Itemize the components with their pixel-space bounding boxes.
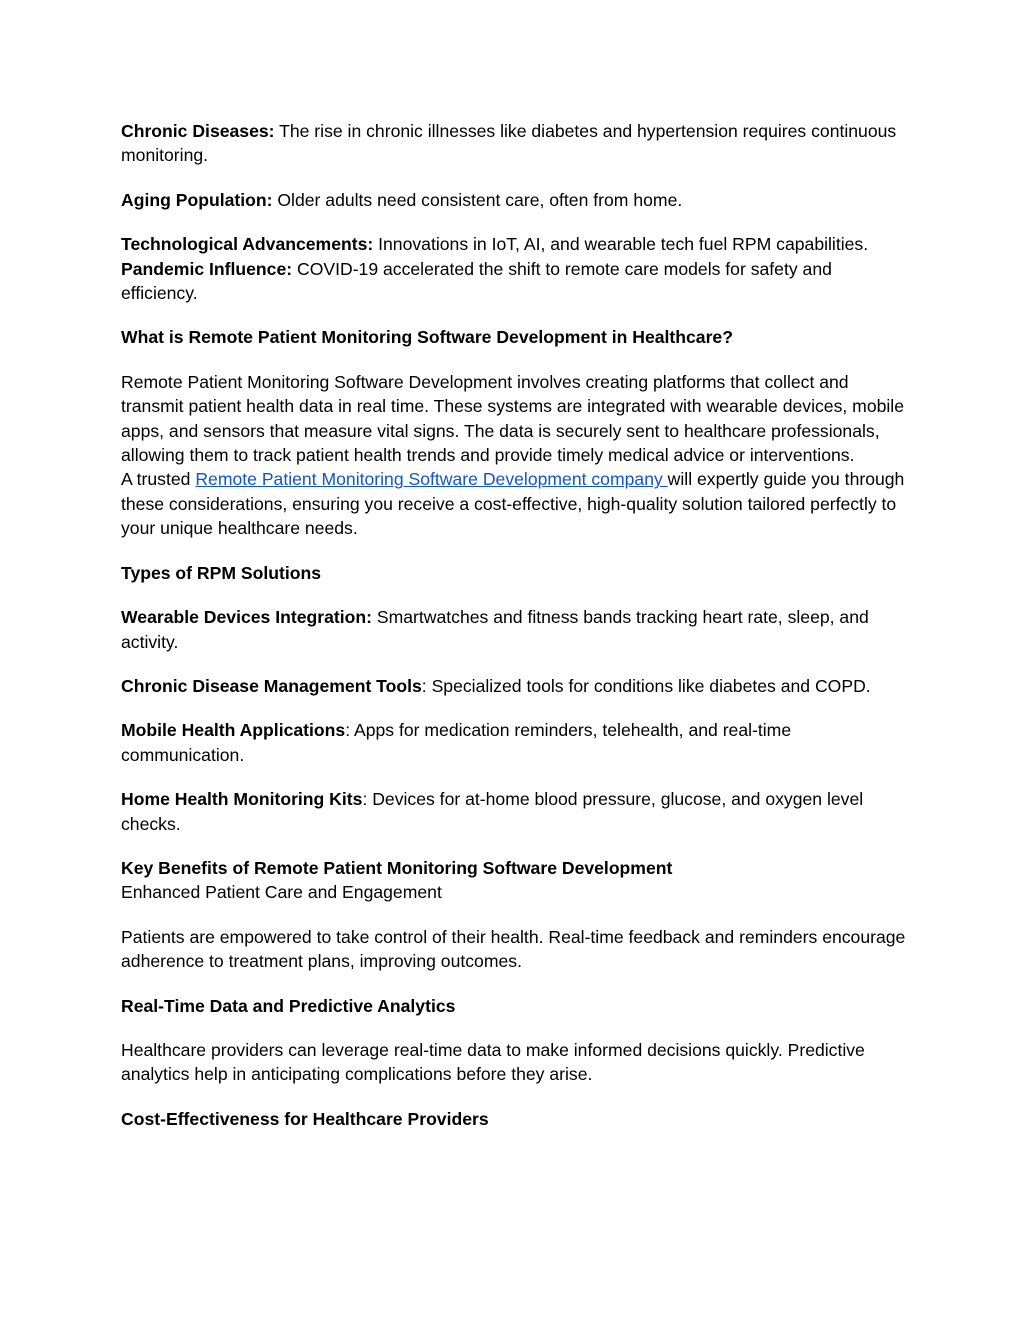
realtime-heading [121, 994, 911, 1018]
aging-population-label: Aging Population: [121, 189, 273, 210]
pandemic-influence-text: COVID-19 accelerated the shift to remote care models for safety and efficiency. [121, 258, 832, 304]
tech-pandemic-paragraph [121, 232, 911, 305]
home-health-paragraph [121, 787, 911, 836]
home-health-text: : Devices for at-home blood pressure, glucose, and oxygen level checks. [121, 789, 864, 834]
realtime-body-text: Healthcare providers can leverage real-time data to make informed decisions quickly. Predictive analytics help in anticipating complications before they arise. [121, 1039, 865, 1085]
key-benefits-block [121, 856, 911, 905]
chronic-diseases-label: Chronic Diseases: [121, 121, 275, 141]
wearable-text: Smartwatches and fitness bands tracking heart rate, sleep, and activity. [121, 607, 869, 652]
wearable-paragraph [121, 605, 911, 654]
cost-effectiveness-heading-text: Cost-Effectiveness for Healthcare Providers [121, 1108, 489, 1129]
what-is-rpm-heading [121, 325, 911, 349]
mobile-health-label: Mobile Health Applications [121, 720, 346, 741]
chronic-tools-label: Chronic Disease Management Tools [121, 675, 422, 696]
key-benefits-subheading: Enhanced Patient Care and Engagement [121, 882, 442, 903]
key-benefits-heading: Key Benefits of Remote Patient Monitoring Software Development [121, 857, 673, 878]
mobile-health-text: : Apps for medication reminders, telehealth, and real-time communication. [121, 720, 792, 765]
trusted-before-text: A trusted [121, 469, 196, 490]
types-of-rpm-heading-text: Types of RPM Solutions [121, 562, 322, 583]
types-of-rpm-heading [121, 561, 911, 585]
aging-population-paragraph [121, 188, 911, 212]
aging-population-text: Older adults need consistent care, often from home. [272, 189, 683, 210]
wearable-label: Wearable Devices Integration: [121, 607, 372, 628]
chronic-diseases-paragraph [121, 119, 911, 168]
what-is-rpm-body [121, 370, 911, 541]
key-benefits-body [121, 925, 911, 974]
tech-advancements-text: Innovations in IoT, AI, and wearable tech fuel RPM capabilities. [373, 234, 869, 255]
pandemic-influence-label: Pandemic Influence: [121, 258, 293, 279]
realtime-body [121, 1038, 911, 1087]
mobile-health-paragraph [121, 718, 911, 767]
realtime-heading-text: Real-Time Data and Predictive Analytics [121, 995, 456, 1016]
document-page [121, 119, 911, 1131]
chronic-tools-paragraph [121, 674, 911, 698]
chronic-diseases-text: The rise in chronic illnesses like diabetes and hypertension requires continuous monitoring. [121, 121, 897, 166]
what-is-rpm-body-text: Remote Patient Monitoring Software Development involves creating platforms that collect and transmit patient health data in real time. These systems are integrated with wearable devices, mobile apps, and sensors that measure vital signs. The data is securely sent to healthcare professionals, allowing them to track patient health trends and provide timely medical advice or interventions. [121, 371, 904, 466]
chronic-tools-text: : Specialized tools for conditions like diabetes and COPD. [421, 675, 871, 696]
tech-advancements-label: Technological Advancements: [121, 234, 374, 255]
home-health-label: Home Health Monitoring Kits [121, 789, 363, 810]
rpm-company-link[interactable]: Remote Patient Monitoring Software Development company [195, 469, 668, 490]
cost-effectiveness-heading [121, 1107, 911, 1131]
key-benefits-body-text: Patients are empowered to take control of their health. Real-time feedback and reminders encourage adherence to treatment plans, improving outcomes. [121, 926, 906, 972]
trusted-after-text: will expertly guide you through these considerations, ensuring you receive a cost-effective, high-quality solution tailored perfectly to your unique healthcare needs. [121, 469, 905, 539]
what-is-rpm-heading-text: What is Remote Patient Monitoring Software Development in Healthcare? [121, 327, 733, 348]
